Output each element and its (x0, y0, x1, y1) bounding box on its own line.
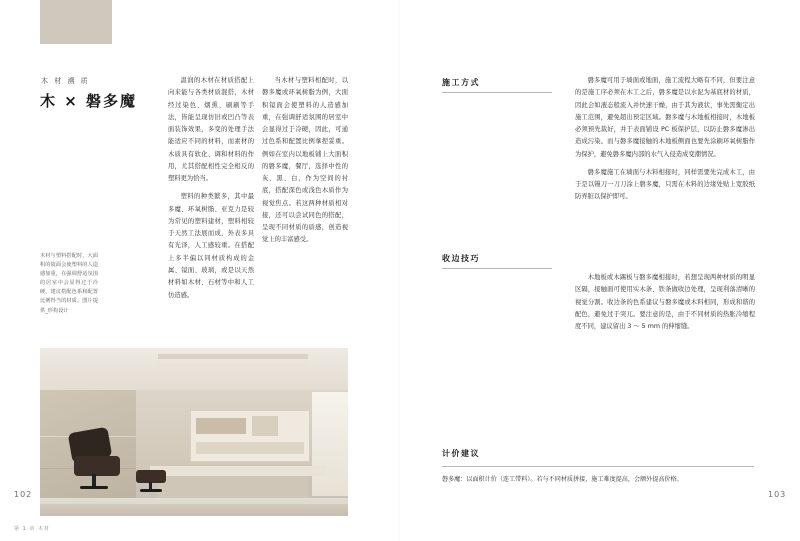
page-number-right: 103 (768, 490, 787, 499)
section-heading-edging: 收边技巧 (442, 254, 480, 263)
photo-shelf-item (196, 418, 246, 434)
section-rule (442, 92, 552, 93)
interior-photo (40, 348, 348, 516)
photo-caption: 木材与塑料搭配时，大面积的镜面会使塑料的人造感加重，在强调舒适氛围的居室中会显得过于冷硬，建议搭配色系和配置比例得当的材质。图片提供_形构设计 (40, 253, 98, 314)
photo-ottoman-base (140, 489, 162, 492)
photo-desk-top (150, 466, 326, 476)
running-footer-left: 第 1 章 木材 (14, 526, 50, 532)
paragraph: 当木材与塑料相配时，以磐多魔或环氧树脂为例，大面积镜面会使塑料的人造感加重，在强调舒适氛围的居室中会显得过于冷硬，因此，可通过色系和配置比例拿捏妥重。例如在室内以地板铺上大面积的磐多魔，餐厅，选择中性的灰、黑、白，作为空间的衬底，搭配深色或浅色木质作为视觉焦点。若这两种材质相对接，还可以尝试同色的搭配，呈现不同材质的质感，创造视觉上的丰富感受。 (262, 77, 348, 244)
body-column-1 (168, 75, 254, 308)
page-title: 木 × 磐多魔 (40, 92, 138, 110)
section-rule (442, 268, 552, 269)
photo-window-light (312, 392, 348, 496)
photo-ceiling-slot (158, 354, 308, 359)
paragraph: 塑料的种类繁多，其中最多魔、环氧树脂、亚克力是较为常见的塑料建材，塑料相较于天然工法展而成，外表多具有光泽，人工感较重。在搭配上多半偏以同材质构成的金属、镜面、玻璃，或是以天然材料如木材、石材等中和人工仿造感。 (168, 193, 254, 299)
paragraph: 磐多魔施工在墙面与木料相接时，同样需要先完成木工，由于是以镘刀一刀刀涂上磐多魔，只需在木料的边缘处贴上宽胶纸防弄脏以保护即可。 (575, 168, 755, 201)
chapter-color-swatch (40, 0, 112, 44)
section-rule (442, 466, 754, 467)
section-heading-construction: 施工方式 (442, 78, 480, 87)
section-body-pricing: 磐多魔：以面积计价（连工带料）。若与不同材质拼接，施工难度提高，会额外提高价格。 (442, 476, 683, 483)
photo-floor-reflection (40, 498, 348, 504)
photo-lounge-chair-seat (74, 456, 120, 476)
paragraph: 木地板或木踢板与磐多魔相接时，若想呈现两种材质的明显区隔，接触面可使用实木条、铁条做收边处理，呈现利落清晰的视觉分割。收边条的色系建议与磐多魔或木料相同，形成和谐的配色，避免过于突兀。要注意的是，由于不同材质的热胀冷缩程度不同，建议留出 3 ～ 5 mm 的伸缩缝。 (575, 274, 755, 331)
body-column-2 (262, 75, 348, 253)
section-body-edging (575, 272, 755, 339)
photo-shelf-item (196, 442, 304, 454)
photo-ceiling-slot-2 (158, 364, 308, 367)
section-body-construction (575, 75, 755, 210)
photo-lounge-chair-base (80, 486, 108, 489)
page-number-left: 102 (14, 490, 33, 499)
photo-shelf-item (252, 416, 278, 436)
section-heading-pricing: 计价建议 (442, 449, 480, 458)
section-kicker: 木 材 溯 质 (41, 77, 90, 85)
paragraph: 温润的木材在材质搭配上向来能与各类材质混搭，木材经过染色、烟熏、刷刷等手法，皆能呈现仿旧或凹凸等表面装饰效果，多变的处理手法能适应不同的材料，而素材的木质具有软化、调和材料的作用，尤其搭配相性完全相反的塑料更为恰当。 (168, 77, 254, 183)
paragraph: 磐多魔可用于墙面或地面，施工流程大略有不同，但要注意的是施工序必须在木工之后，磐多魔是以水泥为基底材的材质，因此会如液态般流入并快速干燥，由于其为液状，事先需衡定出施工范围，避免超出预定区域。磐多魔与木地板相接时，木地板必须预先裁好，并于表面铺设 PC 板保护层，以防止磐多魔渗出造成污染。而与磐多魔接触的木地板侧面也要先涂刷环氧树脂作为保护，避免磐多魔内部的水气入侵造成变潮情况。 (575, 77, 755, 158)
photo-desk-body (158, 476, 308, 498)
right-page (400, 0, 800, 541)
